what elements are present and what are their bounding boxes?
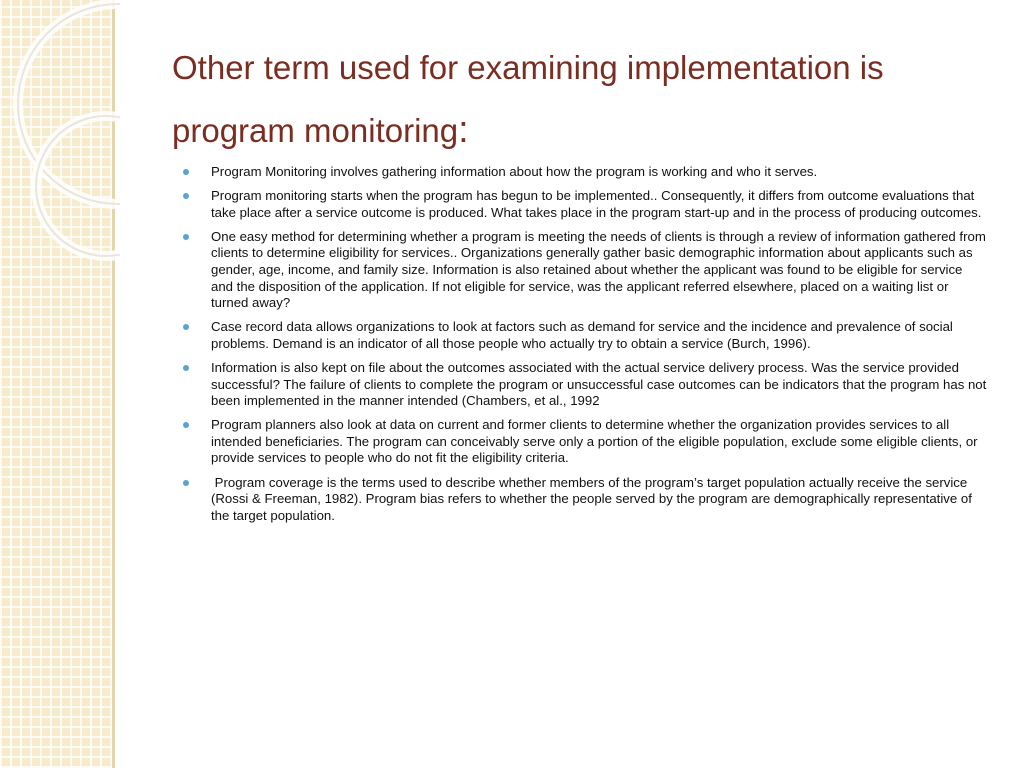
bullet-dot-icon (183, 193, 189, 199)
bullet-dot-icon (183, 480, 189, 486)
bullet-item (180, 164, 988, 181)
bullet-item (180, 417, 988, 467)
bullet-item (180, 475, 988, 525)
bullet-text: Information is also kept on file about the outcomes associated with the actual service delivery process. Was the service provided successful? The failure of clients to complete the program or unsuccessful case outcomes can be indicators that the program has not been implemented in the manner intended (Chambers, et al., 1992 (211, 359, 987, 409)
bullet-list (180, 164, 988, 532)
bullet-text: Program planners also look at data on current and former clients to determine whether the organization provides services to all intended beneficiaries. The program can conceivably serve only a portion of the eligible population, exclude some eligible clients, or provide services to people who do not fit the eligibility criteria. (211, 417, 978, 466)
decorative-rings (0, 0, 120, 320)
bullet-item (180, 360, 988, 410)
bullet-item (180, 188, 988, 221)
bullet-text: Case record data allows organizations to look at factors such as demand for service and the incidence and prevalence of social problems. Demand is an indicator of all those people who actually try to obtain a service (Burch, 1996). (211, 319, 953, 351)
bullet-text: Program Monitoring involves gathering information about how the program is working and who it serves. (211, 164, 818, 179)
bullet-dot-icon (183, 169, 189, 175)
slide-title-colon: : (458, 109, 469, 151)
bullet-text: Program monitoring starts when the program has begun to be implemented.. Consequently, it differs from outcome evaluations that take place after a service outcome is produced. What takes place in the program start-up and in the process of producing outcomes. (211, 188, 982, 220)
bullet-item (180, 319, 988, 352)
bullet-dot-icon (183, 422, 189, 428)
bullet-dot-icon (183, 324, 189, 330)
slide-title-text: Other term used for examining implementation is program monitoring (172, 49, 884, 149)
bullet-text: Program coverage is the terms used to describe whether members of the program’s target population actually receive the service (Rossi & Freeman, 1982). Program bias refers to whether the people served by the program are demographically representative of the target population. (211, 474, 976, 523)
bullet-dot-icon (183, 234, 189, 240)
bullet-item (180, 229, 988, 312)
slide-title (172, 36, 1002, 162)
bullet-text: One easy method for determining whether a program is meeting the needs of clients is through a review of information gathered from clients to determine eligibility for services.. Organizations generally gather basic demographic information about applicants such as gender, age, income, and family size. Information is also retained about whether the applicant was found to be eligible for service and the disposition of the application. If not eligible for service, was the applicant referred elsewhere, placed on a waiting list or turned away? (211, 228, 986, 311)
bullet-dot-icon (183, 365, 189, 371)
